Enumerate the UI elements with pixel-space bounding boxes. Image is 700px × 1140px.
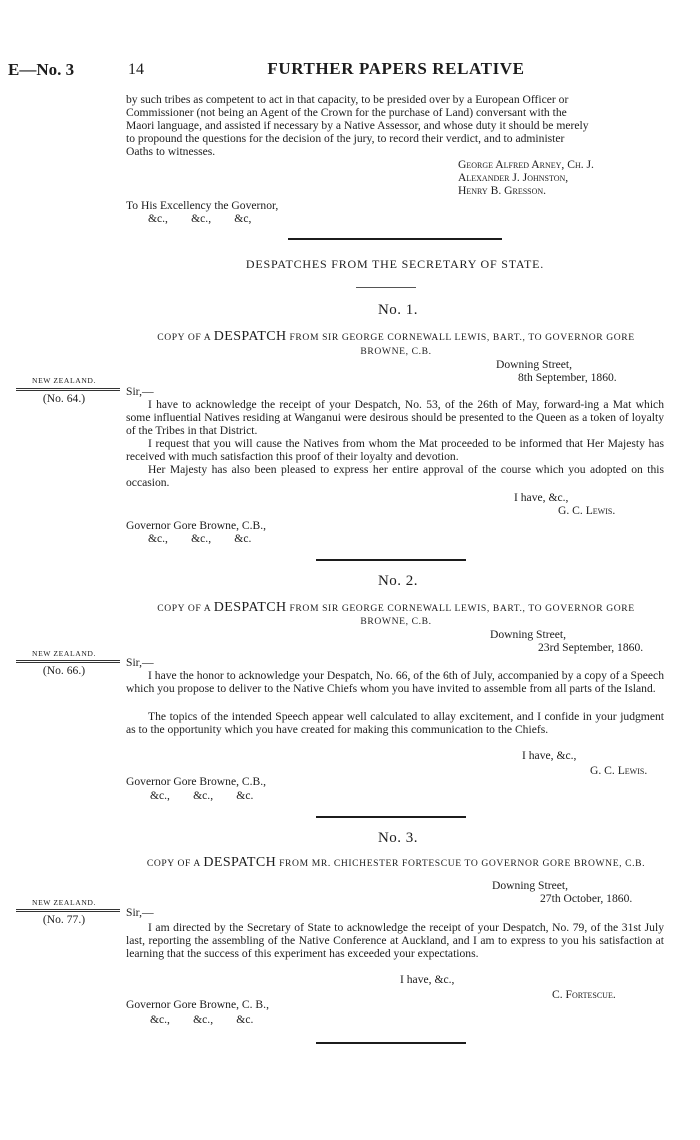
paragraph: I have the honor to acknowledge your Despatch, No. 66, of the 6th of July, accompanied by a copy of a Speech which you propose to deliver to the Native Chiefs whom you have invited to assemble from all parts of the Island. bbox=[126, 669, 664, 695]
paragraph: Her Majesty has also been pleased to express her entire approval of the course which you adopted on this occasion. bbox=[126, 463, 664, 489]
divider bbox=[316, 1042, 466, 1044]
addressee: To His Excellency the Governor, bbox=[126, 199, 279, 212]
margin-colony: NEW ZEALAND. bbox=[31, 649, 96, 658]
page-title: FURTHER PAPERS RELATIVE bbox=[267, 59, 525, 78]
despatch-heading-line2: BROWNE, C.B. bbox=[360, 346, 432, 357]
signatory: Alexander J. Johnston, bbox=[458, 171, 569, 184]
etcetera: &c., &c., &c, bbox=[148, 212, 252, 225]
salutation: Sir,— bbox=[126, 385, 154, 398]
margin-rule bbox=[16, 662, 120, 663]
margin-rule bbox=[16, 388, 120, 389]
despatch-number: No. 2. bbox=[377, 573, 419, 589]
signature: C. Fortescue. bbox=[552, 988, 616, 1001]
salutation: Sir,— bbox=[126, 906, 154, 919]
paragraph: I am directed by the Secretary of State to acknowledge the receipt of your Despatch, No. 79, of the 31st July last, reporting the assembling of the Native Conference at Auckland, and I am to express to you his satisfaction at learning that the success of this experiment has exceeded your expectations. bbox=[126, 921, 664, 960]
opening-line: Maori language, and assisted if necessary by a Native Assessor, and whose duty it should be merely bbox=[126, 119, 589, 132]
despatch-date: 8th September, 1860. bbox=[518, 371, 617, 384]
opening-line: Oaths to witnesses. bbox=[126, 145, 216, 158]
opening-line: to propound the questions for the decision of the jury, to record their verdict, and to administer bbox=[126, 132, 565, 145]
divider bbox=[356, 287, 416, 288]
page-number: 14 bbox=[128, 61, 144, 78]
margin-despatch-number: (No. 66.) bbox=[42, 664, 86, 677]
paper-reference: E—No. 3 bbox=[8, 60, 75, 79]
margin-rule bbox=[16, 390, 120, 391]
closing: I have, &c., bbox=[514, 491, 569, 504]
margin-rule bbox=[16, 909, 120, 910]
signature: G. C. Lewis. bbox=[590, 764, 648, 777]
margin-despatch-number: (No. 77.) bbox=[42, 913, 86, 926]
opening-line: by such tribes as competent to act in that capacity, to be presided over by a European Officer or bbox=[126, 93, 569, 106]
despatch-place: Downing Street, bbox=[490, 628, 566, 641]
despatch-date: 23rd September, 1860. bbox=[538, 641, 644, 654]
closing: I have, &c., bbox=[400, 973, 455, 986]
margin-rule bbox=[16, 911, 120, 912]
margin-rule bbox=[16, 660, 120, 661]
despatch-heading: COPY OF A DESPATCH FROM SIR GEORGE CORNEWALL LEWIS, BART., TO GOVERNOR GORE bbox=[157, 600, 635, 615]
salutation: Sir,— bbox=[126, 656, 154, 669]
despatch-number: No. 3. bbox=[377, 830, 419, 846]
signature: G. C. Lewis. bbox=[558, 504, 616, 517]
closing: I have, &c., bbox=[522, 749, 577, 762]
etcetera: &c., &c., &c. bbox=[150, 789, 254, 802]
divider bbox=[288, 238, 502, 240]
divider bbox=[316, 816, 466, 818]
paragraph: I have to acknowledge the receipt of your Despatch, No. 53, of the 26th of May, forward-ing a Mat which some influential Natives residing at Wanganui were desirous should be presented to the Queen as a token of loyalty of the Tribes in that District. bbox=[126, 398, 664, 437]
despatch-heading: COPY OF A DESPATCH FROM SIR GEORGE CORNEWALL LEWIS, BART., TO GOVERNOR GORE bbox=[157, 329, 635, 344]
addressee: Governor Gore Browne, C.B., bbox=[126, 519, 267, 532]
despatch-number: No. 1. bbox=[377, 302, 419, 318]
margin-despatch-number: (No. 64.) bbox=[42, 392, 86, 405]
addressee: Governor Gore Browne, C. B., bbox=[126, 998, 269, 1011]
despatch-date: 27th October, 1860. bbox=[540, 892, 633, 905]
section-heading: DESPATCHES FROM THE SECRETARY OF STATE. bbox=[245, 257, 545, 271]
etcetera: &c., &c., &c. bbox=[150, 1013, 254, 1026]
opening-line: Commissioner (not being an Agent of the Crown for the purchase of Land) conversant with the bbox=[126, 106, 567, 119]
divider bbox=[316, 559, 466, 561]
signatory: Henry B. Gresson. bbox=[458, 184, 547, 197]
despatch-place: Downing Street, bbox=[492, 879, 568, 892]
etcetera: &c., &c., &c. bbox=[148, 532, 252, 545]
margin-colony: NEW ZEALAND. bbox=[31, 376, 96, 385]
despatch-heading: COPY OF A DESPATCH FROM MR. CHICHESTER FORTESCUE TO GOVERNOR GORE BROWNE, C.B. bbox=[146, 855, 646, 870]
addressee: Governor Gore Browne, C.B., bbox=[126, 775, 267, 788]
despatch-place: Downing Street, bbox=[496, 358, 572, 371]
paragraph: The topics of the intended Speech appear well calculated to allay excitement, and I confide in your judgment as to the opportunity which you have created for making this communication to the Chiefs. bbox=[126, 710, 664, 736]
despatch-heading-line2: BROWNE, C.B. bbox=[360, 616, 432, 627]
margin-colony: NEW ZEALAND. bbox=[31, 898, 96, 907]
signatory: George Alfred Arney, Ch. J. bbox=[458, 158, 594, 171]
paragraph: I request that you will cause the Natives from whom the Mat proceeded to be informed that Her Majesty has received with much satisfaction this proof of their loyalty and devotion. bbox=[126, 437, 664, 463]
